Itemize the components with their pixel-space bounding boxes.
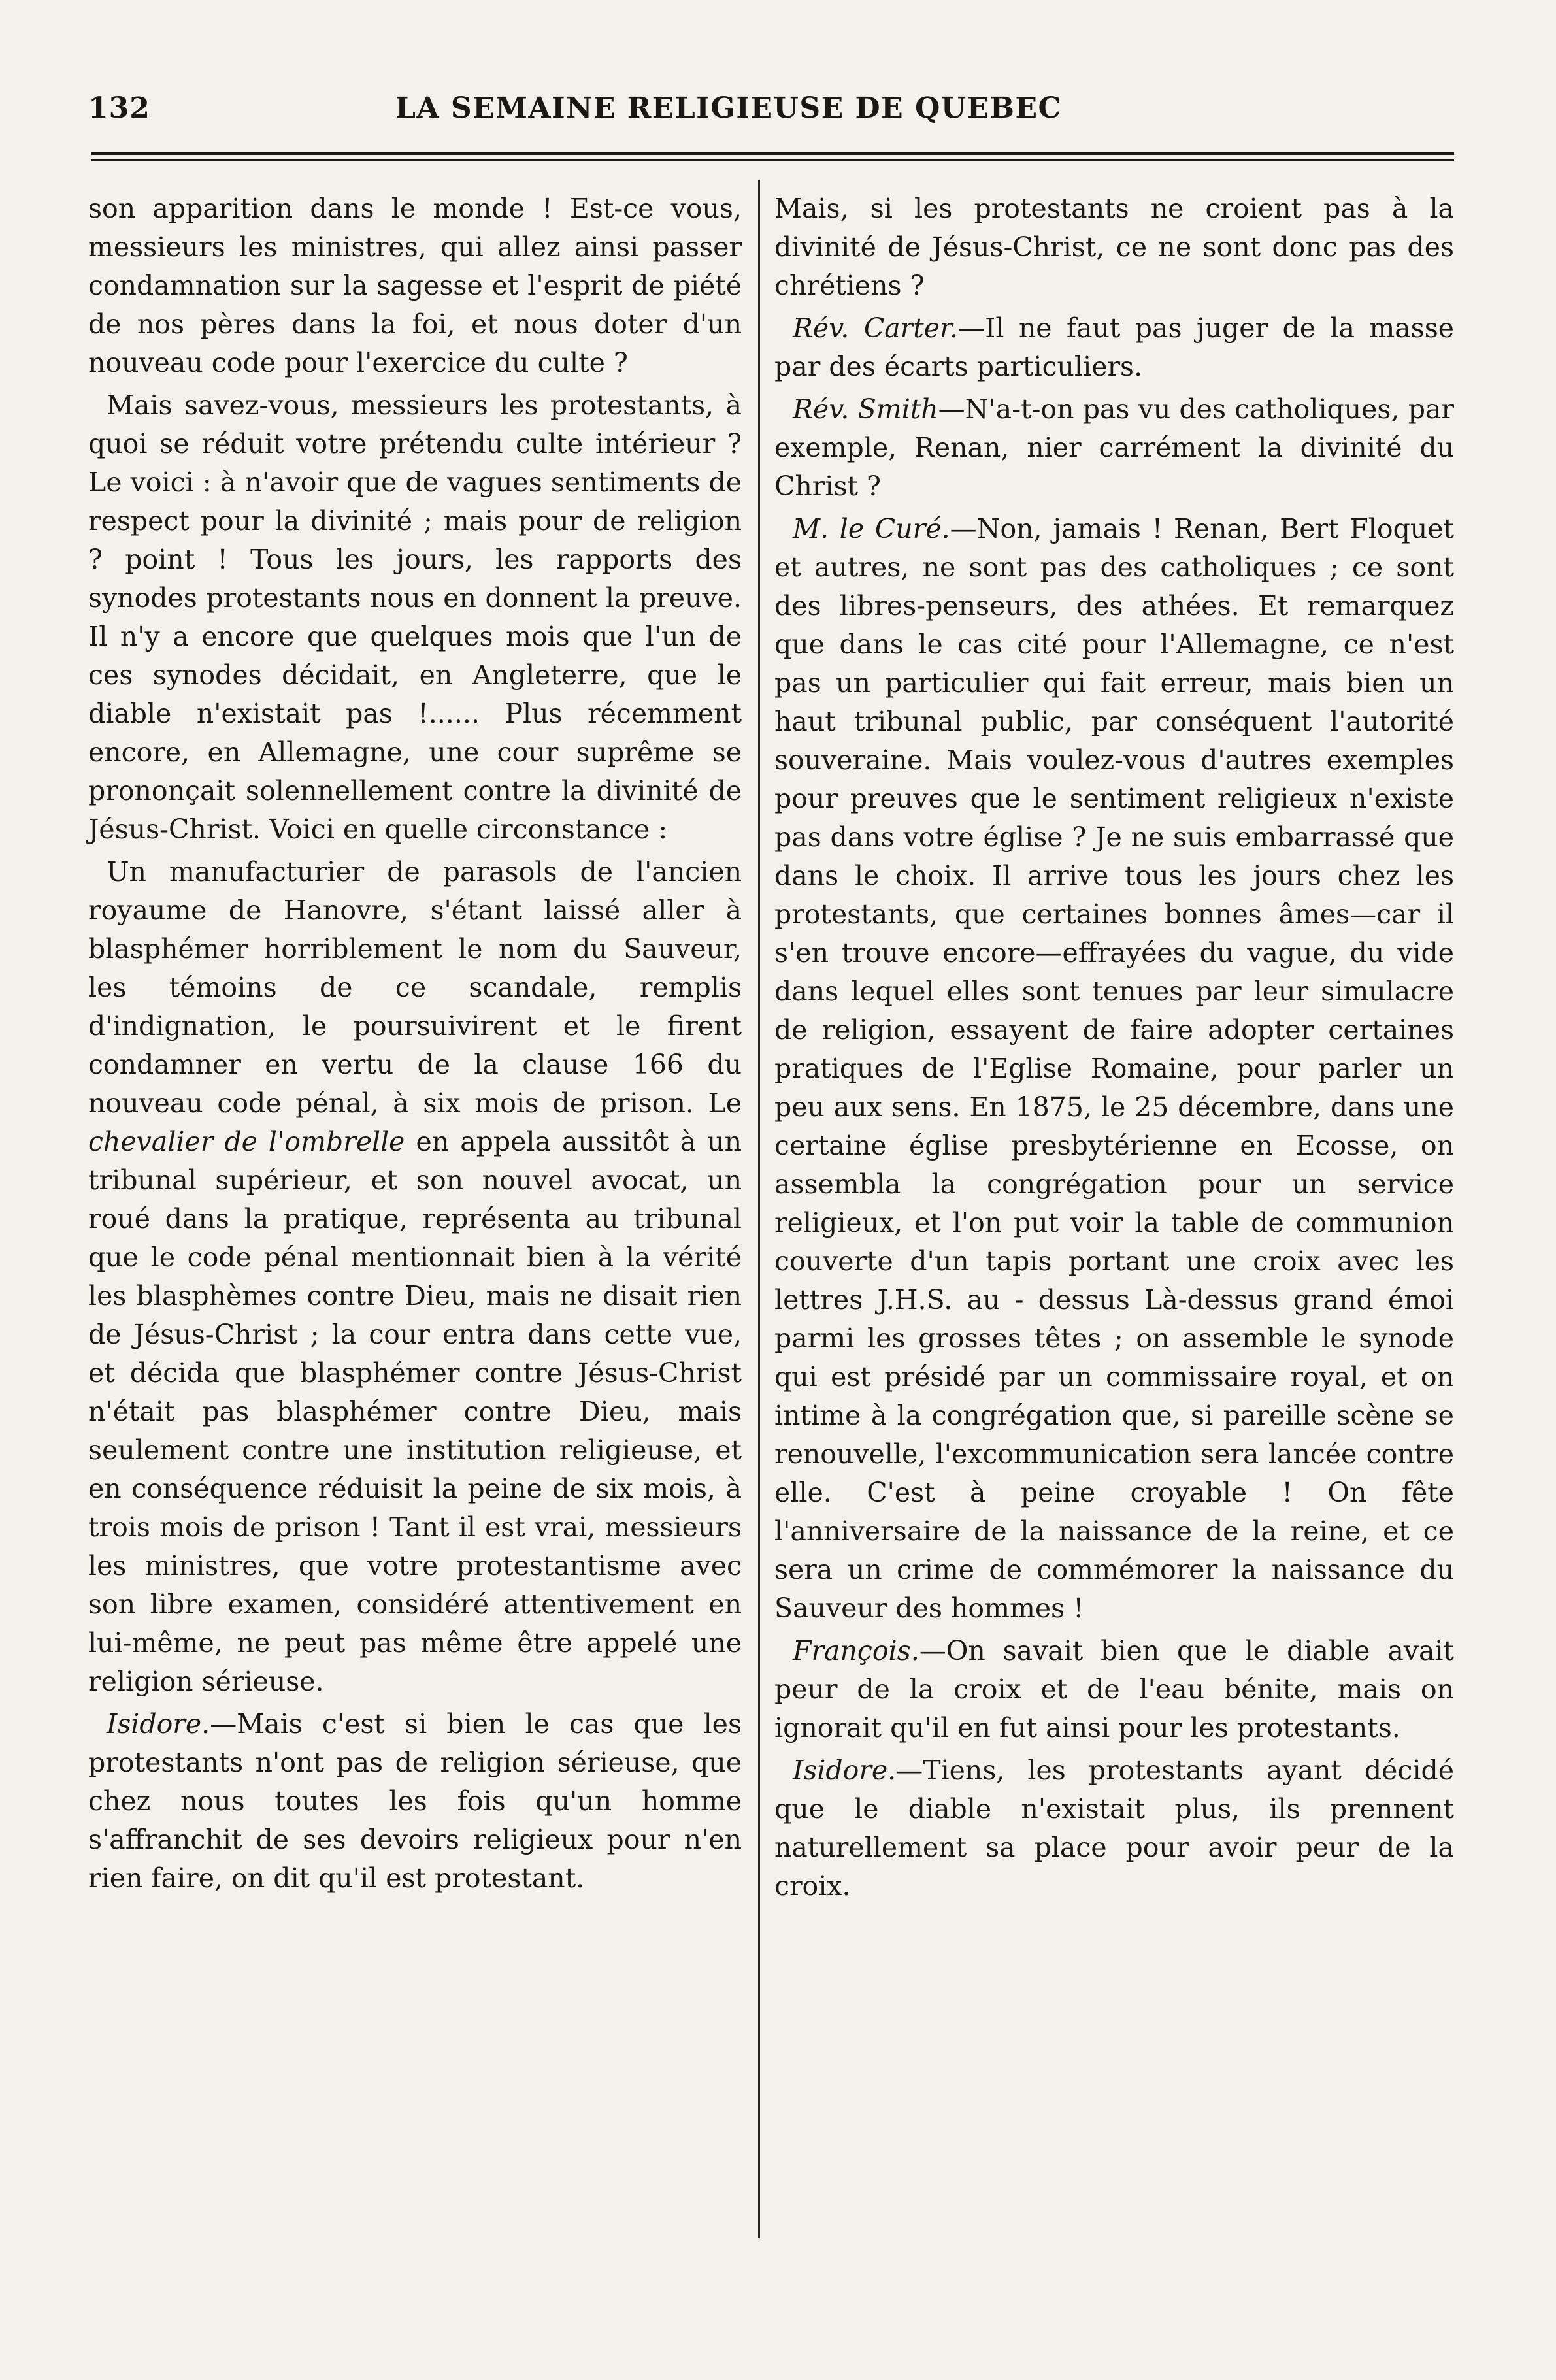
left-paragraph-4 xyxy=(88,1705,742,1898)
speaker-isidore-2: Isidore. xyxy=(793,1755,897,1786)
left-paragraph-4-text: —Mais c'est si bien le cas que les protestants n'ont pas de religion sérieuse, que chez nous toutes les fois qu'un homme s'affranchit de ses devoirs religieux pour n'en rien faire, on dit qu'il est protestant. xyxy=(88,1708,742,1894)
right-paragraph-3 xyxy=(774,390,1454,506)
speaker-isidore: Isidore. xyxy=(107,1708,210,1740)
speaker-francois: François. xyxy=(793,1635,919,1666)
speaker-rev-smith: Rév. Smith xyxy=(793,393,938,425)
speaker-rev-carter: Rév. Carter. xyxy=(793,312,959,344)
header-rule-thin xyxy=(91,159,1454,161)
right-paragraph-5 xyxy=(774,1632,1454,1747)
right-paragraph-6-text: —Tiens, les protestants ayant décidé que le diable n'existait plus, ils prennent naturellement sa place pour avoir peur de la croix. xyxy=(774,1755,1454,1902)
right-paragraph-1: Mais, si les protestants ne croient pas à la divinité de Jésus-Christ, ce ne sont donc pas des chrétiens ? xyxy=(774,193,1454,301)
right-paragraph-2 xyxy=(774,309,1454,386)
left-column xyxy=(88,190,742,1898)
left-paragraph-3 xyxy=(88,853,742,1701)
header-rule-thick xyxy=(91,152,1454,155)
column-divider xyxy=(758,180,760,2238)
right-column xyxy=(774,190,1454,1906)
left-paragraph-1: son apparition dans le monde ! Est-ce vous, messieurs les ministres, qui allez ainsi passer condamnation sur la sagesse et l'esprit de piété de nos pères dans la foi, et nous doter d'un nouveau code pour l'exercice du culte ? xyxy=(88,193,742,378)
left-paragraph-3-start: Un manufacturier de parasols de l'ancien royaume de Hanovre, s'étant laissé aller à blasphémer horriblement le nom du Sauveur, les témoins de ce scandale, remplis d'indignation, le poursuivirent et le firent condamner en vertu de la clause 166 du nouveau code pénal, à six mois de prison. Le xyxy=(88,856,742,1119)
right-paragraph-6 xyxy=(774,1751,1454,1906)
speaker-le-cure: M. le Curé. xyxy=(793,513,950,544)
right-paragraph-4-text: —Non, jamais ! Renan, Bert Floquet et autres, ne sont pas des catholiques ; ce sont des libres-penseurs, des athées. Et remarquez que dans le cas cité pour l'Allemagne, ce n'est pas un particulier qui fait erreur, mais bien un haut tribunal public, par conséquent l'autorité souveraine. Mais voulez-vous d'autres exemples pour preuves que le sentiment religieux n'existe pas dans votre église ? Je ne suis embarrassé que dans le choix. Il arrive tous les jours chez les protestants, que certaines bonnes âmes—car il s'en trouve encore—effrayées du vague, du vide dans lequel elles sont tenues par leur simulacre de religion, essayent de faire adopter certaines pratiques de l'Eglise Romaine, pour parler un peu aux sens. En 1875, le 25 décembre, dans une certaine église presbytérienne en Ecosse, on assembla la congrégation pour un service religieux, et l'on put voir la table de communion couverte d'un tapis portant une croix avec les lettres J.H.S. au - dessus Là-dessus grand émoi parmi les grosses têtes ; on assemble le synode qui est présidé par un commissaire royal, et on intime à la congrégation que, si pareille scène se renouvelle, l'excommunication sera lancée contre elle. C'est à peine croyable ! On fête l'anniversaire de la naissance de la reine, et ce sera un crime de commémorer la naissance du Sauveur des hommes ! xyxy=(774,513,1454,1624)
right-paragraph-5-text: —On savait bien que le diable avait peur de la croix et de l'eau bénite, mais on ignorait qu'il en fut ainsi pour les protestants. xyxy=(774,1635,1454,1744)
left-paragraph-3-end: en appela aussitôt à un tribunal supérieur, et son nouvel avocat, un roué dans la pratique, représenta au tribunal que le code pénal mentionnait bien à la vérité les blasphèmes contre Dieu, mais ne disait rien de Jésus-Christ ; la cour entra dans cette vue, et décida que blasphémer contre Jésus-Christ n'était pas blasphémer contre Dieu, mais seulement contre une institution religieuse, et en conséquence réduisit la peine de six mois, à trois mois de prison ! Tant il est vrai, messieurs les ministres, que votre protestantisme avec son libre examen, considéré attentivement en lui-même, ne peut pas même être appelé une religion sérieuse. xyxy=(88,1126,742,1697)
right-paragraph-4 xyxy=(774,510,1454,1628)
left-paragraph-2: Mais savez-vous, messieurs les protestants, à quoi se réduit votre prétendu culte intérieur ? Le voici : à n'avoir que de vagues sentiments de respect pour la divinité ; mais pour de religion ? point ! Tous les jours, les rapports des synodes protestants nous en donnent la preuve. Il n'y a encore que quelques mois que l'un de ces synodes décidait, en Angleterre, que le diable n'existait pas !...... Plus récemment encore, en Allemagne, une cour suprême se prononçait solennellement contre la divinité de Jésus-Christ. Voici en quelle circonstance : xyxy=(88,389,742,845)
right-paragraph-3-text: —N'a-t-on pas vu des catholiques, par exemple, Renan, nier carrément la divinité du Christ ? xyxy=(774,393,1454,502)
page-header xyxy=(88,91,1454,144)
page-number: 132 xyxy=(88,91,150,125)
running-title: LA SEMAINE RELIGIEUSE DE QUEBEC xyxy=(395,91,1063,125)
left-paragraph-3-italic: chevalier de l'ombrelle xyxy=(88,1126,405,1157)
right-paragraph-2-text: —Il ne faut pas juger de la masse par des écarts particuliers. xyxy=(774,312,1454,382)
